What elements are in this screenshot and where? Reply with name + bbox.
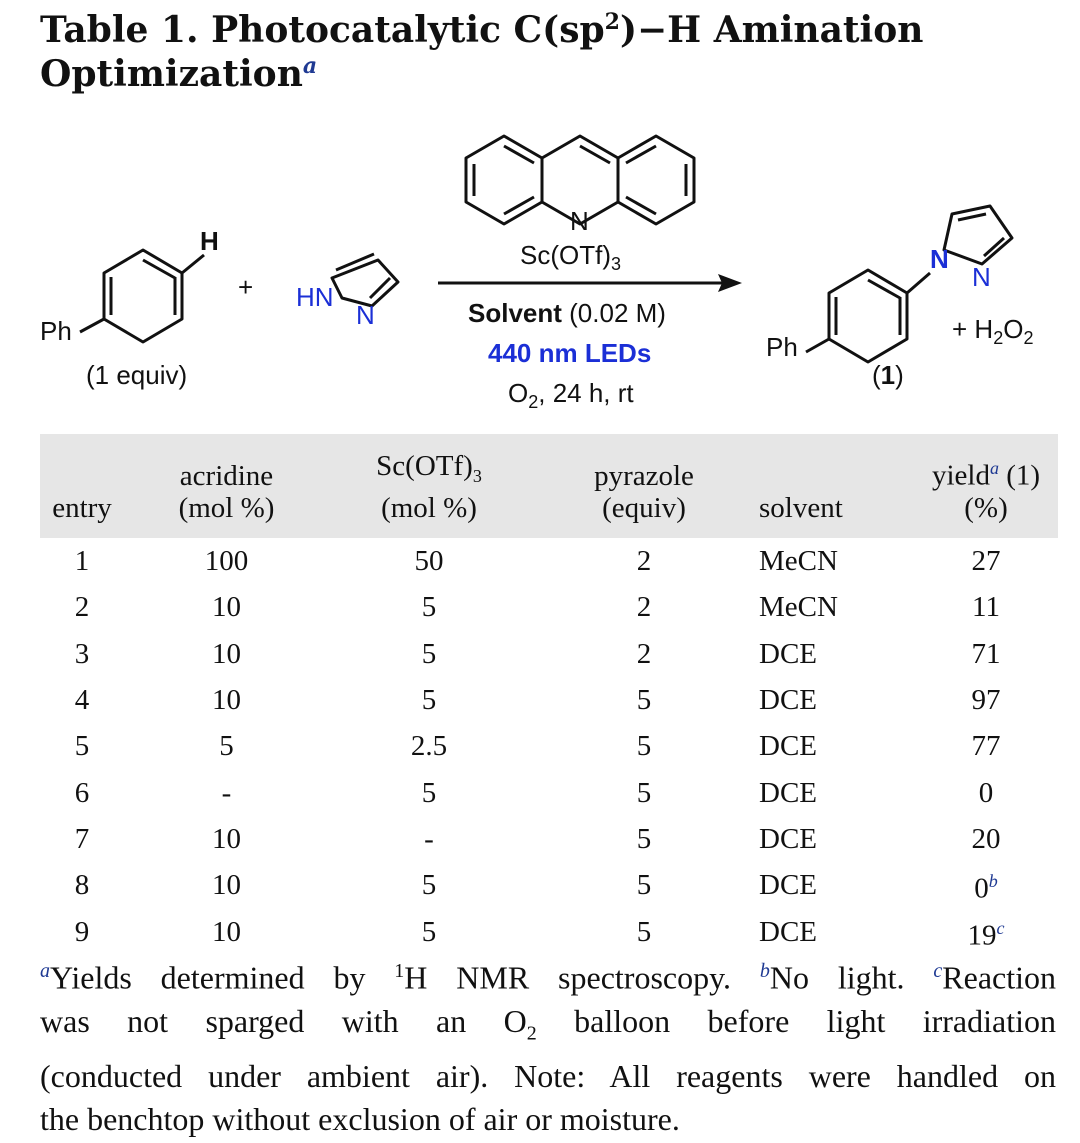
pyrazole-hn-label: HN <box>296 282 334 312</box>
cell-solvent: DCE <box>759 684 817 717</box>
reactant-ph-label: Ph <box>40 316 72 346</box>
table-row <box>40 769 1058 815</box>
product-n1-label: N <box>930 244 949 274</box>
condition-light: 440 nm LEDs <box>488 338 652 368</box>
plus-sign: + <box>238 272 254 302</box>
byproduct-h2o2: + $H_2O_2$ <box>952 314 1034 349</box>
cell-solvent: MeCN <box>759 545 838 578</box>
table-row <box>40 816 1058 862</box>
cell-acridine: 5 <box>219 730 234 763</box>
table-row <box>40 538 1058 584</box>
product-pyrazole-ring <box>944 206 1012 264</box>
table-footnotes <box>40 950 1056 1141</box>
cell-yield: 0$^b$ <box>974 871 998 906</box>
reactant-h-label: H <box>200 226 219 256</box>
cell-entry: 6 <box>74 776 90 809</box>
product-benzene-ring <box>806 270 930 362</box>
cell-entry: 2 <box>74 591 90 624</box>
cell-solvent: DCE <box>759 637 817 670</box>
yield-footnote-mark: c <box>996 917 1005 938</box>
condition-o2: $O_2$, 24 h, rt <box>508 378 634 413</box>
cell-scandium: 2.5 <box>410 730 448 763</box>
cell-pyrazole: 5 <box>636 776 652 809</box>
condition-scandium: $Sc(OTf)_3$ <box>520 240 622 275</box>
footnote-line-1: $^a$Yields determined by $^1$H NMR spectroscopy. $^b$No light. $^c$Reaction <box>40 959 1056 996</box>
cell-entry: 8 <box>74 869 90 902</box>
cell-scandium: 5 <box>421 776 437 809</box>
cell-acridine: 100 <box>204 545 249 578</box>
header-yield: yield$^a$ (1) (%) <box>931 458 1041 524</box>
header-solvent: solvent <box>759 492 843 524</box>
product-n2-label: N <box>972 262 991 292</box>
product-label: (1) <box>872 360 904 390</box>
cell-pyrazole: 5 <box>636 684 652 717</box>
cell-solvent: DCE <box>759 869 817 902</box>
table-row <box>40 584 1058 630</box>
cell-entry: 4 <box>74 684 90 717</box>
header-scandium: $Sc(OTf)_3$ (mol %) <box>376 450 482 524</box>
cell-acridine: - <box>221 776 232 809</box>
cell-scandium: 5 <box>421 591 437 624</box>
table-row <box>40 908 1058 954</box>
table-body <box>40 538 1058 955</box>
cell-pyrazole: 2 <box>636 637 652 670</box>
table-header-row <box>40 434 1058 538</box>
cell-yield: 0 <box>978 776 994 809</box>
cell-entry: 9 <box>74 915 90 948</box>
reactant-benzene-ring <box>80 250 204 342</box>
cell-yield: 97 <box>971 684 1001 717</box>
cell-pyrazole: 5 <box>636 869 652 902</box>
cell-solvent: DCE <box>759 776 817 809</box>
cell-acridine: 10 <box>212 822 241 855</box>
table-row <box>40 862 1058 908</box>
table-row <box>40 677 1058 723</box>
footnote-line-2: was not sparged with an $O_2$ balloon before light irradiation <box>40 1002 1057 1045</box>
cell-yield: 71 <box>971 637 1001 670</box>
cell-yield: 20 <box>971 822 1001 855</box>
cell-pyrazole: 5 <box>636 730 652 763</box>
cell-solvent: DCE <box>759 915 817 948</box>
title-footnote-mark: a <box>302 53 318 79</box>
yield-footnote-mark: b <box>988 871 998 892</box>
cell-yield: 19$^c$ <box>967 917 1005 952</box>
footnote-line-3: (conducted under ambient air). Note: All reagents were handled on <box>40 1058 1056 1095</box>
title-line-2: Optimization$^a$ <box>40 53 318 95</box>
cell-acridine: 10 <box>212 684 241 717</box>
reactant-equiv-label: (1 equiv) <box>86 360 188 390</box>
cell-acridine: 10 <box>212 591 241 624</box>
cell-pyrazole: 5 <box>636 915 652 948</box>
cell-acridine: 10 <box>212 915 241 948</box>
header-entry: entry <box>52 492 112 524</box>
cell-solvent: DCE <box>759 730 817 763</box>
cell-solvent: MeCN <box>759 591 838 624</box>
cell-pyrazole: 2 <box>636 591 652 624</box>
cell-acridine: 10 <box>212 637 241 670</box>
cell-scandium: - <box>424 822 434 855</box>
acridine-n-label: N <box>570 206 589 236</box>
cell-entry: 3 <box>74 637 90 670</box>
reaction-scheme <box>0 110 1080 430</box>
cell-solvent: DCE <box>759 822 817 855</box>
optimization-table <box>40 434 1058 955</box>
title-line-1: Table 1. Photocatalytic $C(sp^2)-H$ Amination <box>40 9 924 51</box>
cell-scandium: 5 <box>421 637 437 670</box>
cell-acridine: 10 <box>212 869 241 902</box>
header-pyrazole: pyrazole (equiv) <box>594 460 694 524</box>
cell-scandium: 50 <box>414 545 444 578</box>
cell-entry: 5 <box>74 730 90 763</box>
table-row <box>40 723 1058 769</box>
footnote-line-4: the benchtop without exclusion of air or moisture. <box>40 1101 680 1138</box>
table-row <box>40 631 1058 677</box>
cell-pyrazole: 2 <box>636 545 652 578</box>
cell-scandium: 5 <box>421 869 437 902</box>
condition-solvent: Solvent (0.02 M) <box>468 298 666 328</box>
table-title <box>40 8 1050 96</box>
cell-scandium: 5 <box>421 915 437 948</box>
product-ph-label: Ph <box>766 332 798 362</box>
cell-pyrazole: 5 <box>636 822 652 855</box>
cell-yield: 77 <box>971 730 1001 763</box>
pyrazole-ring <box>332 254 398 306</box>
pyrazole-n-label: N <box>356 300 375 330</box>
cell-yield: 27 <box>971 545 1001 578</box>
cell-scandium: 5 <box>421 684 437 717</box>
header-acridine: acridine (mol %) <box>178 460 275 524</box>
cell-entry: 7 <box>74 822 90 855</box>
cell-entry: 1 <box>74 545 90 578</box>
cell-yield: 11 <box>972 591 1000 624</box>
